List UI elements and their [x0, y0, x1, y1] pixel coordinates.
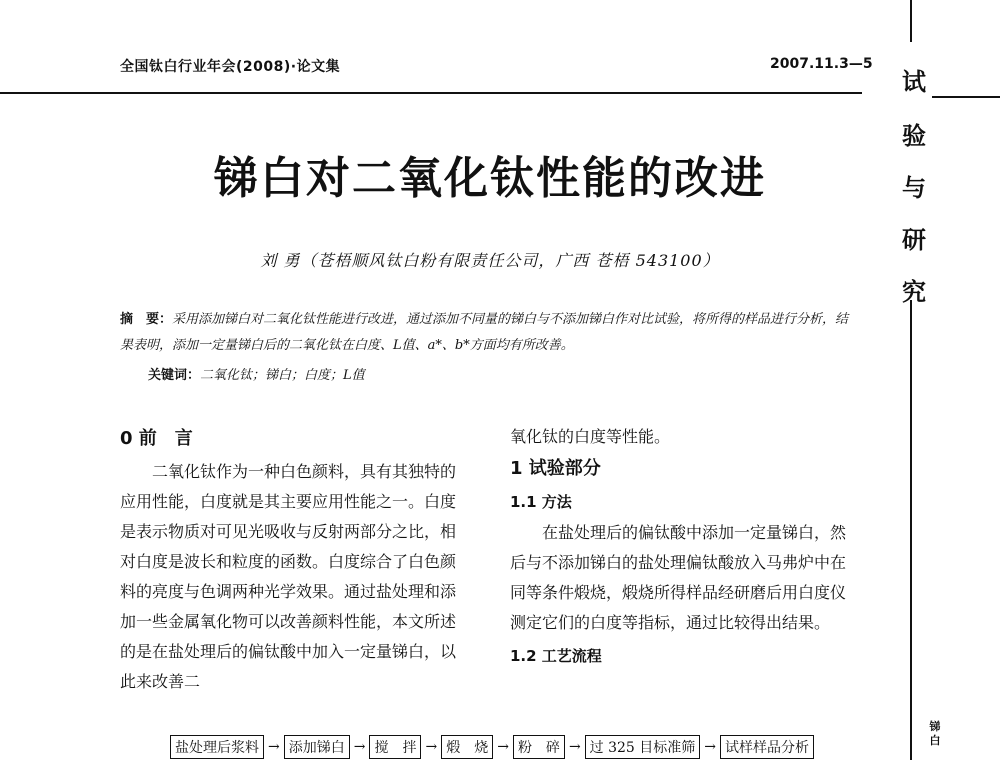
author-line: 刘 勇（苍梧顺风钛白粉有限责任公司，广西 苍梧 543100）	[260, 251, 720, 270]
flow-step: 盐处理后浆料	[170, 735, 264, 759]
page-range: 2007.11.3—5	[770, 56, 873, 72]
abstract	[120, 307, 860, 359]
keywords	[148, 364, 365, 383]
subheading-method: 1.1 方法	[510, 493, 572, 511]
corner-mark-char: 锑	[929, 720, 941, 733]
arrow-right-icon: →	[704, 739, 717, 755]
intro-paragraph: 二氧化钛作为一种白色颜料，具有其独特的应用性能，白度就是其主要应用性能之一。白度是表示物质对可见光吸收与反射两部分之比，相对白度是波长和粒度的函数。白度综合了白色颜料的亮度与色调两种光学效果。通过盐处理和添加一些金属氧化物可以改善颜料性能，本文所述的是在盐处理后的偏钛酸中加入一定量锑白，以此来改善二	[120, 462, 457, 691]
abstract-text: 采用添加锑白对二氧化钛性能进行改进，通过添加不同量的锑白与不添加锑白作对比试验，将所得的样品进行分析，结果表明，添加一定量锑白后的二氧化钛在白度、L值、a*、b*方面均有所改善。	[120, 312, 849, 353]
paper-title: 锑白对二氧化钛性能的改进	[214, 153, 766, 204]
intro-column	[120, 457, 468, 697]
vertical-divider-top	[910, 0, 912, 42]
header-rule	[0, 92, 862, 94]
keywords-label: 关键词：	[148, 368, 201, 383]
arrow-right-icon: →	[425, 739, 438, 755]
section-label-char: 验	[902, 122, 926, 150]
flow-step: 煅 烧	[441, 735, 493, 759]
flow-step: 搅 拌	[369, 735, 421, 759]
section-heading-intro: 0 前 言	[120, 428, 193, 449]
section-label-char: 与	[902, 174, 926, 202]
continuation-text: 氧化钛的白度等性能。	[510, 427, 671, 446]
corner-mark-char: 白	[929, 734, 941, 747]
subheading-process: 1.2 工艺流程	[510, 647, 602, 665]
vertical-divider	[910, 300, 912, 760]
keywords-text: 二氧化钛；锑白；白度；L值	[200, 368, 365, 383]
arrow-right-icon: →	[568, 739, 581, 755]
section-heading-experiment: 1 试验部分	[510, 458, 601, 479]
side-rule	[932, 96, 1000, 98]
flow-step: 试样样品分析	[720, 735, 814, 759]
flow-step: 粉 碎	[513, 735, 565, 759]
flow-step: 添加锑白	[284, 735, 350, 759]
conference-header: 全国钛白行业年会(2008)·论文集	[120, 59, 341, 75]
section-label-char: 试	[902, 68, 926, 96]
arrow-right-icon: →	[268, 739, 280, 755]
corner-mark	[928, 720, 942, 748]
flow-step: 过 325 目标准筛	[585, 735, 701, 759]
arrow-right-icon: →	[497, 739, 509, 755]
section-label-char: 研	[902, 226, 926, 254]
arrow-right-icon: →	[353, 739, 366, 755]
method-paragraph: 在盐处理后的偏钛酸中添加一定量锑白，然后与不添加锑白的盐处理偏钛酸放入马弗炉中在同等条件煅烧，煅烧所得样品经研磨后用白度仪测定它们的白度等指标，通过比较得出结果。	[510, 523, 847, 632]
abstract-label: 摘 要：	[120, 312, 173, 327]
section-label-char: 究	[902, 278, 926, 306]
right-column	[510, 422, 858, 674]
process-flow	[170, 735, 814, 759]
